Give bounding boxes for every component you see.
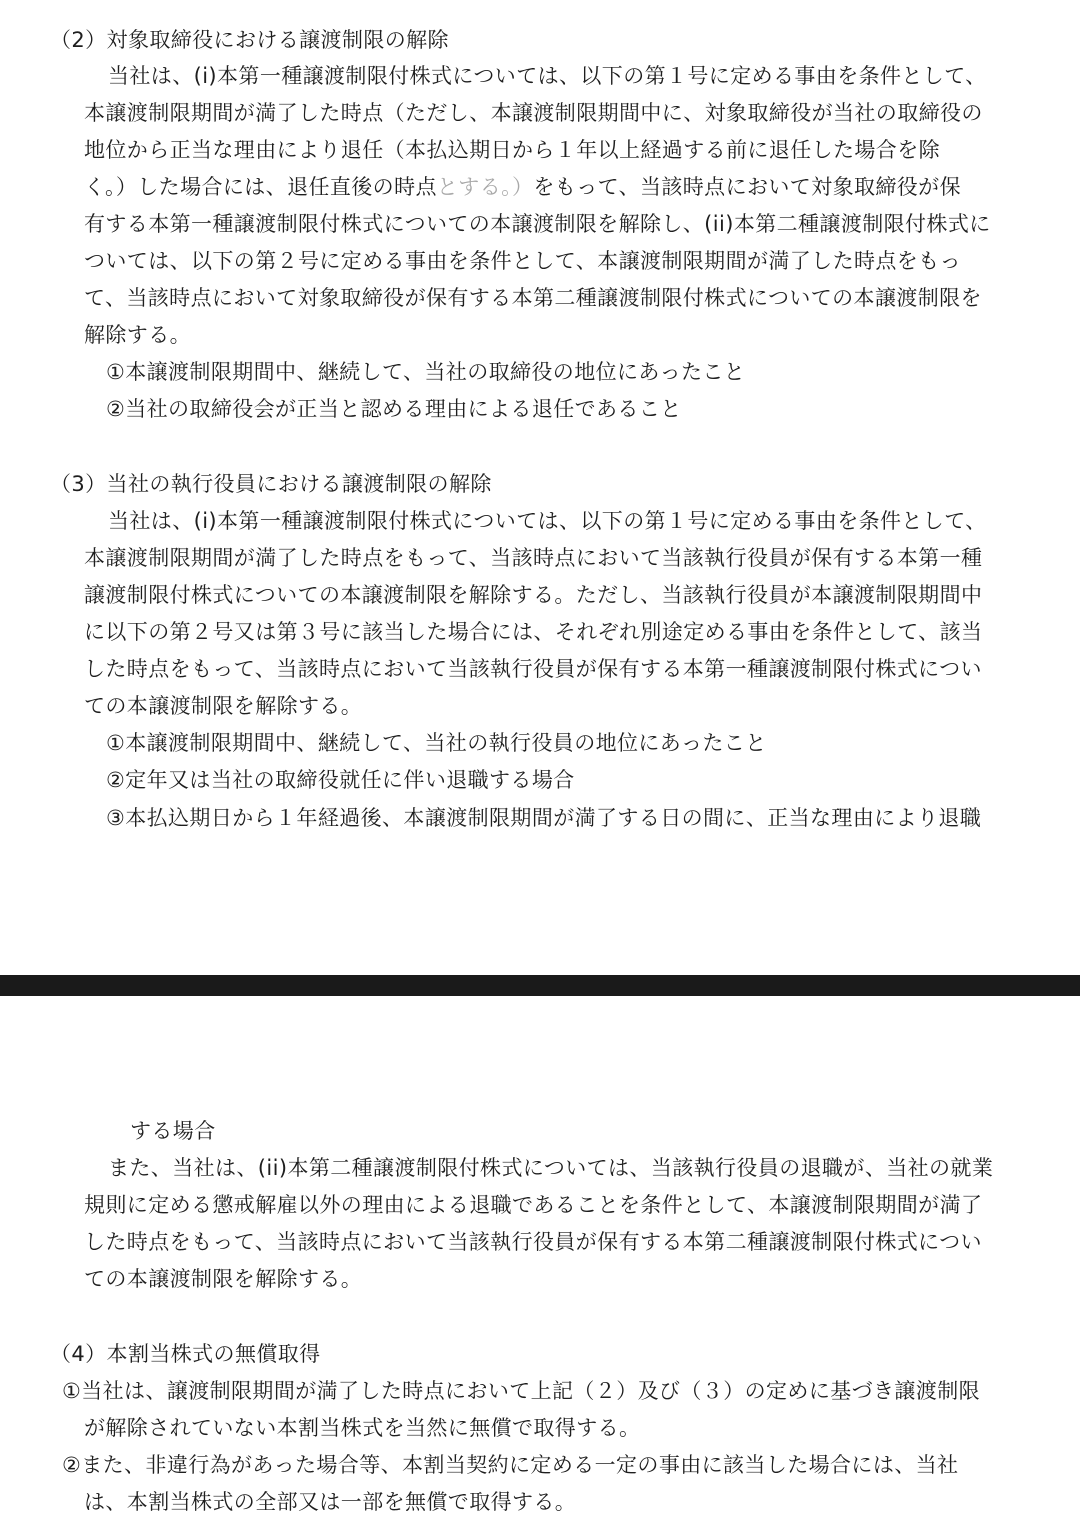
section-2-paragraph-line: ついては、以下の第２号に定める事由を条件として、本譲渡制限期間が満了した時点をもっ (84, 249, 961, 273)
section-3-second-paragraph-line: した時点をもって、当該時点において当該執行役員が保有する本第二種譲渡制限付株式につい (84, 1230, 982, 1254)
section-2-item-2: ②当社の取締役会が正当と認める理由による退任であること (106, 397, 682, 421)
section-4-item-1: ①当社は、譲渡制限期間が満了した時点において上記（２）及び（３）の定めに基づき譲渡制限 (62, 1379, 981, 1403)
section-2-paragraph-line: て、当該時点において対象取締役が保有する本第二種譲渡制限付株式についての本譲渡制限を (84, 286, 982, 310)
section-4-item-2-continuation: は、本割当株式の全部又は一部を無償で取得する。 (84, 1490, 577, 1514)
section-3-item-3-continuation: する場合 (130, 1119, 216, 1143)
section-4-item-1-continuation: が解除されていない本割当株式を当然に無償で取得する。 (84, 1416, 641, 1440)
section-2-paragraph-line: 当社は、(i)本第一種譲渡制限付株式については、以下の第１号に定める事由を条件として、 (108, 64, 987, 88)
section-2-paragraph-line (84, 173, 961, 201)
section-2-paragraph-line: 有する本第一種譲渡制限付株式についての本譲渡制限を解除し、(ii)本第二種譲渡制限付株式に (84, 212, 991, 236)
section-4-item-2: ②また、非違行為があった場合等、本割当契約に定める一定の事由に該当した場合には、当社 (62, 1453, 959, 1477)
section-3-item-3: ③本払込期日から１年経過後、本譲渡制限期間が満了する日の間に、正当な理由により退職 (106, 806, 982, 830)
section-3-paragraph-line: 譲渡制限付株式についての本譲渡制限を解除する。ただし、当該執行役員が本譲渡制限期間中 (84, 583, 983, 607)
section-2-line4-part-c: をもって、当該時点において対象取締役が保 (533, 175, 961, 199)
section-3-paragraph-line: ての本譲渡制限を解除する。 (84, 694, 363, 718)
section-3-paragraph-line: 当社は、(i)本第一種譲渡制限付株式については、以下の第１号に定める事由を条件として、 (108, 509, 987, 533)
section-2-heading: （2）対象取締役における譲渡制限の解除 (50, 28, 449, 52)
section-2-line4-faded-text: とする。） (436, 175, 534, 199)
section-3-item-2: ②定年又は当社の取締役就任に伴い退職する場合 (106, 768, 575, 792)
section-3-item-1: ①本譲渡制限期間中、継続して、当社の執行役員の地位にあったこと (106, 731, 767, 755)
section-2-paragraph-line: 解除する。 (84, 323, 191, 347)
section-3-paragraph-line: に以下の第２号又は第３号に該当した場合には、それぞれ別途定める事由を条件として、該当 (84, 620, 983, 644)
section-3-paragraph-line: した時点をもって、当該時点において当該執行役員が保有する本第一種譲渡制限付株式につい (84, 657, 982, 681)
section-2-paragraph-line: 本譲渡制限期間が満了した時点（ただし、本譲渡制限期間中に、対象取締役が当社の取締役の (84, 101, 983, 125)
section-4-heading: （4）本割当株式の無償取得 (50, 1342, 321, 1366)
page-break-separator (0, 975, 1080, 996)
section-3-paragraph-line: 本譲渡制限期間が満了した時点をもって、当該時点において当該執行役員が保有する本第一種 (84, 546, 983, 570)
section-3-second-paragraph-line: 規則に定める懲戒解雇以外の理由による退職であることを条件として、本譲渡制限期間が満了 (84, 1193, 983, 1217)
section-3-heading: （3）当社の執行役員における譲渡制限の解除 (50, 472, 492, 496)
section-2-item-1: ①本譲渡制限期間中、継続して、当社の取締役の地位にあったこと (106, 360, 746, 384)
section-2-paragraph-line: 地位から正当な理由により退任（本払込期日から１年以上経過する前に退任した場合を除 (84, 138, 940, 162)
section-3-second-paragraph-line: ての本譲渡制限を解除する。 (84, 1267, 363, 1291)
section-2-line4-part-a: く。）した場合には、退任直後の時点 (84, 175, 437, 199)
section-3-second-paragraph-line: また、当社は、(ii)本第二種譲渡制限付株式については、当該執行役員の退職が、当社の就業 (108, 1156, 994, 1180)
